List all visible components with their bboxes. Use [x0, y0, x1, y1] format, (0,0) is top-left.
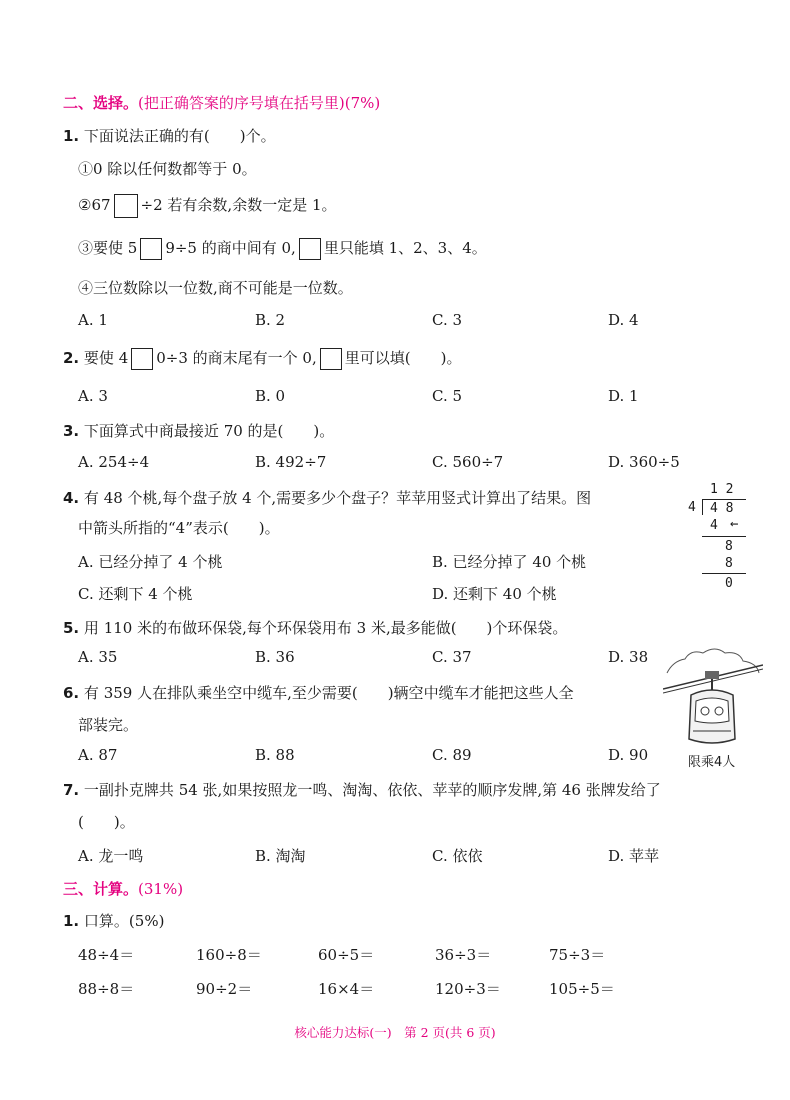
- q6-option-d: D. 90: [608, 746, 649, 764]
- q1-option-b: B. 2: [255, 311, 286, 329]
- q1-statement-4: ④三位数除以一位数,商不可能是一位数。: [78, 279, 353, 297]
- dividend: 4 8: [710, 501, 734, 516]
- q4-option-c: C. 还剩下 4 个桃: [78, 585, 193, 603]
- cable-car-illustration: [663, 643, 763, 753]
- q1-option-c: C. 3: [432, 311, 463, 329]
- arrow-left-icon: ←: [730, 516, 739, 532]
- question-4-line-1: [63, 487, 591, 508]
- q2-part-a: 要使 4: [83, 349, 129, 367]
- q3-option-a: A. 254÷4: [78, 453, 150, 471]
- question-text: 用 110 米的布做环保袋,每个环保袋用布 3 米,最多能做( )个环保袋。: [83, 619, 568, 637]
- mental-math-item: 90÷2＝: [196, 980, 253, 998]
- q2-part-c: 里可以填( )。: [344, 349, 462, 367]
- mental-math-item: 48÷4＝: [78, 946, 135, 964]
- calc-title: 口算。(5%): [83, 912, 165, 930]
- blank-box: [140, 238, 162, 260]
- division-line-2: [702, 573, 746, 574]
- question-number: 3.: [63, 422, 80, 440]
- remainder: 0: [725, 576, 733, 591]
- blank-box: [114, 194, 138, 218]
- q1-statement-3: [78, 236, 487, 260]
- step-subtract-2: 8: [725, 556, 733, 571]
- mental-math-item: 75÷3＝: [549, 946, 606, 964]
- mental-math-item: 120÷3＝: [435, 980, 501, 998]
- q1-s3-part-a: ③要使 5: [78, 239, 138, 257]
- question-number: 2.: [63, 349, 80, 367]
- question-2-stem: [63, 346, 461, 370]
- question-7-line-2: ( )。: [78, 813, 135, 831]
- section-3-note: (31%): [138, 880, 184, 898]
- question-text: 有 359 人在排队乘坐空中缆车,至少需要( )辆空中缆车才能把这些人全: [83, 684, 574, 702]
- blank-box: [320, 348, 342, 370]
- q4-option-b: B. 已经分掉了 40 个桃: [432, 553, 587, 571]
- division-bar: [702, 499, 746, 500]
- q5-option-a: A. 35: [78, 648, 118, 666]
- q1-option-d: D. 4: [608, 311, 639, 329]
- question-6-line-1: [63, 682, 574, 703]
- q2-option-d: D. 1: [608, 387, 639, 405]
- calc-1-heading: [63, 910, 164, 931]
- long-division-figure: [680, 482, 750, 594]
- section-3-heading: [63, 878, 183, 899]
- divisor: 4: [688, 500, 696, 515]
- mental-math-item: 60÷5＝: [318, 946, 375, 964]
- q7-option-b: B. 淘淘: [255, 847, 306, 865]
- quotient: 1 2: [710, 482, 734, 497]
- question-number: 1.: [63, 912, 80, 930]
- q2-option-c: C. 5: [432, 387, 463, 405]
- q7-option-c: C. 依依: [432, 847, 483, 865]
- cable-car-label: 限乘4人: [688, 755, 736, 770]
- question-text: 下面说法正确的有( )个。: [83, 127, 276, 145]
- mental-math-item: 88÷8＝: [78, 980, 135, 998]
- step-subtract-1: 4: [710, 518, 718, 533]
- question-5-stem: [63, 617, 567, 638]
- section-2-heading: [63, 92, 380, 113]
- division-line-1: [702, 536, 746, 537]
- q1-s2-part-a: ②67: [78, 196, 111, 214]
- q3-option-c: C. 560÷7: [432, 453, 504, 471]
- mental-math-item: 16×4＝: [318, 980, 375, 998]
- section-3-title: 三、计算。: [63, 880, 139, 898]
- q5-option-c: C. 37: [432, 648, 472, 666]
- question-number: 7.: [63, 781, 80, 799]
- q4-option-d: D. 还剩下 40 个桃: [432, 585, 557, 603]
- q2-part-b: 0÷3 的商末尾有一个 0,: [156, 349, 317, 367]
- q5-option-b: B. 36: [255, 648, 295, 666]
- division-bracket: [702, 499, 703, 515]
- question-text: 一副扑克牌共 54 张,如果按照龙一鸣、淘淘、依依、苹苹的顺序发牌,第 46 张牌发给了: [83, 781, 661, 799]
- mental-math-item: 160÷8＝: [196, 946, 262, 964]
- question-number: 5.: [63, 619, 80, 637]
- question-text: 下面算式中商最接近 70 的是( )。: [83, 422, 335, 440]
- q1-option-a: A. 1: [78, 311, 108, 329]
- q1-statement-1: ①0 除以任何数都等于 0。: [78, 160, 257, 178]
- q2-option-b: B. 0: [255, 387, 286, 405]
- question-1-stem: [63, 125, 276, 146]
- question-number: 4.: [63, 489, 80, 507]
- page-footer: 核心能力达标(一) 第 2 页(共 6 页): [294, 1025, 496, 1040]
- question-3-stem: [63, 420, 334, 441]
- q3-option-d: D. 360÷5: [608, 453, 680, 471]
- question-text: 有 48 个桃,每个盘子放 4 个,需要多少个盘子？苹苹用竖式计算出了结果。图: [83, 489, 592, 507]
- q6-option-a: A. 87: [78, 746, 118, 764]
- q6-option-c: C. 89: [432, 746, 472, 764]
- blank-box: [299, 238, 321, 260]
- q7-option-d: D. 苹苹: [608, 847, 660, 865]
- cable-pulley: [705, 671, 719, 679]
- question-4-line-2: 中箭头所指的“4”表示( )。: [78, 519, 280, 537]
- q5-option-d: D. 38: [608, 648, 649, 666]
- q6-option-b: B. 88: [255, 746, 295, 764]
- mental-math-item: 105÷5＝: [549, 980, 615, 998]
- mental-math-item: 36÷3＝: [435, 946, 492, 964]
- step-bring-down: 8: [725, 539, 733, 554]
- section-2-title: 二、选择。: [63, 94, 139, 112]
- question-number: 6.: [63, 684, 80, 702]
- q1-s2-part-b: ÷2 若有余数,余数一定是 1。: [140, 196, 337, 214]
- q1-s3-part-c: 里只能填 1、2、3、4。: [323, 239, 487, 257]
- q1-statement-2: [78, 193, 337, 218]
- question-7-line-1: [63, 779, 661, 800]
- cabin-window: [695, 698, 729, 723]
- blank-box: [131, 348, 153, 370]
- section-2-note: (把正确答案的序号填在括号里)(7%): [138, 94, 381, 112]
- question-6-line-2: 部装完。: [78, 716, 139, 734]
- q7-option-a: A. 龙一鸣: [78, 847, 144, 865]
- q1-s3-part-b: 9÷5 的商中间有 0,: [165, 239, 296, 257]
- q2-option-a: A. 3: [78, 387, 108, 405]
- q3-option-b: B. 492÷7: [255, 453, 327, 471]
- question-number: 1.: [63, 127, 80, 145]
- q4-option-a: A. 已经分掉了 4 个桃: [78, 553, 223, 571]
